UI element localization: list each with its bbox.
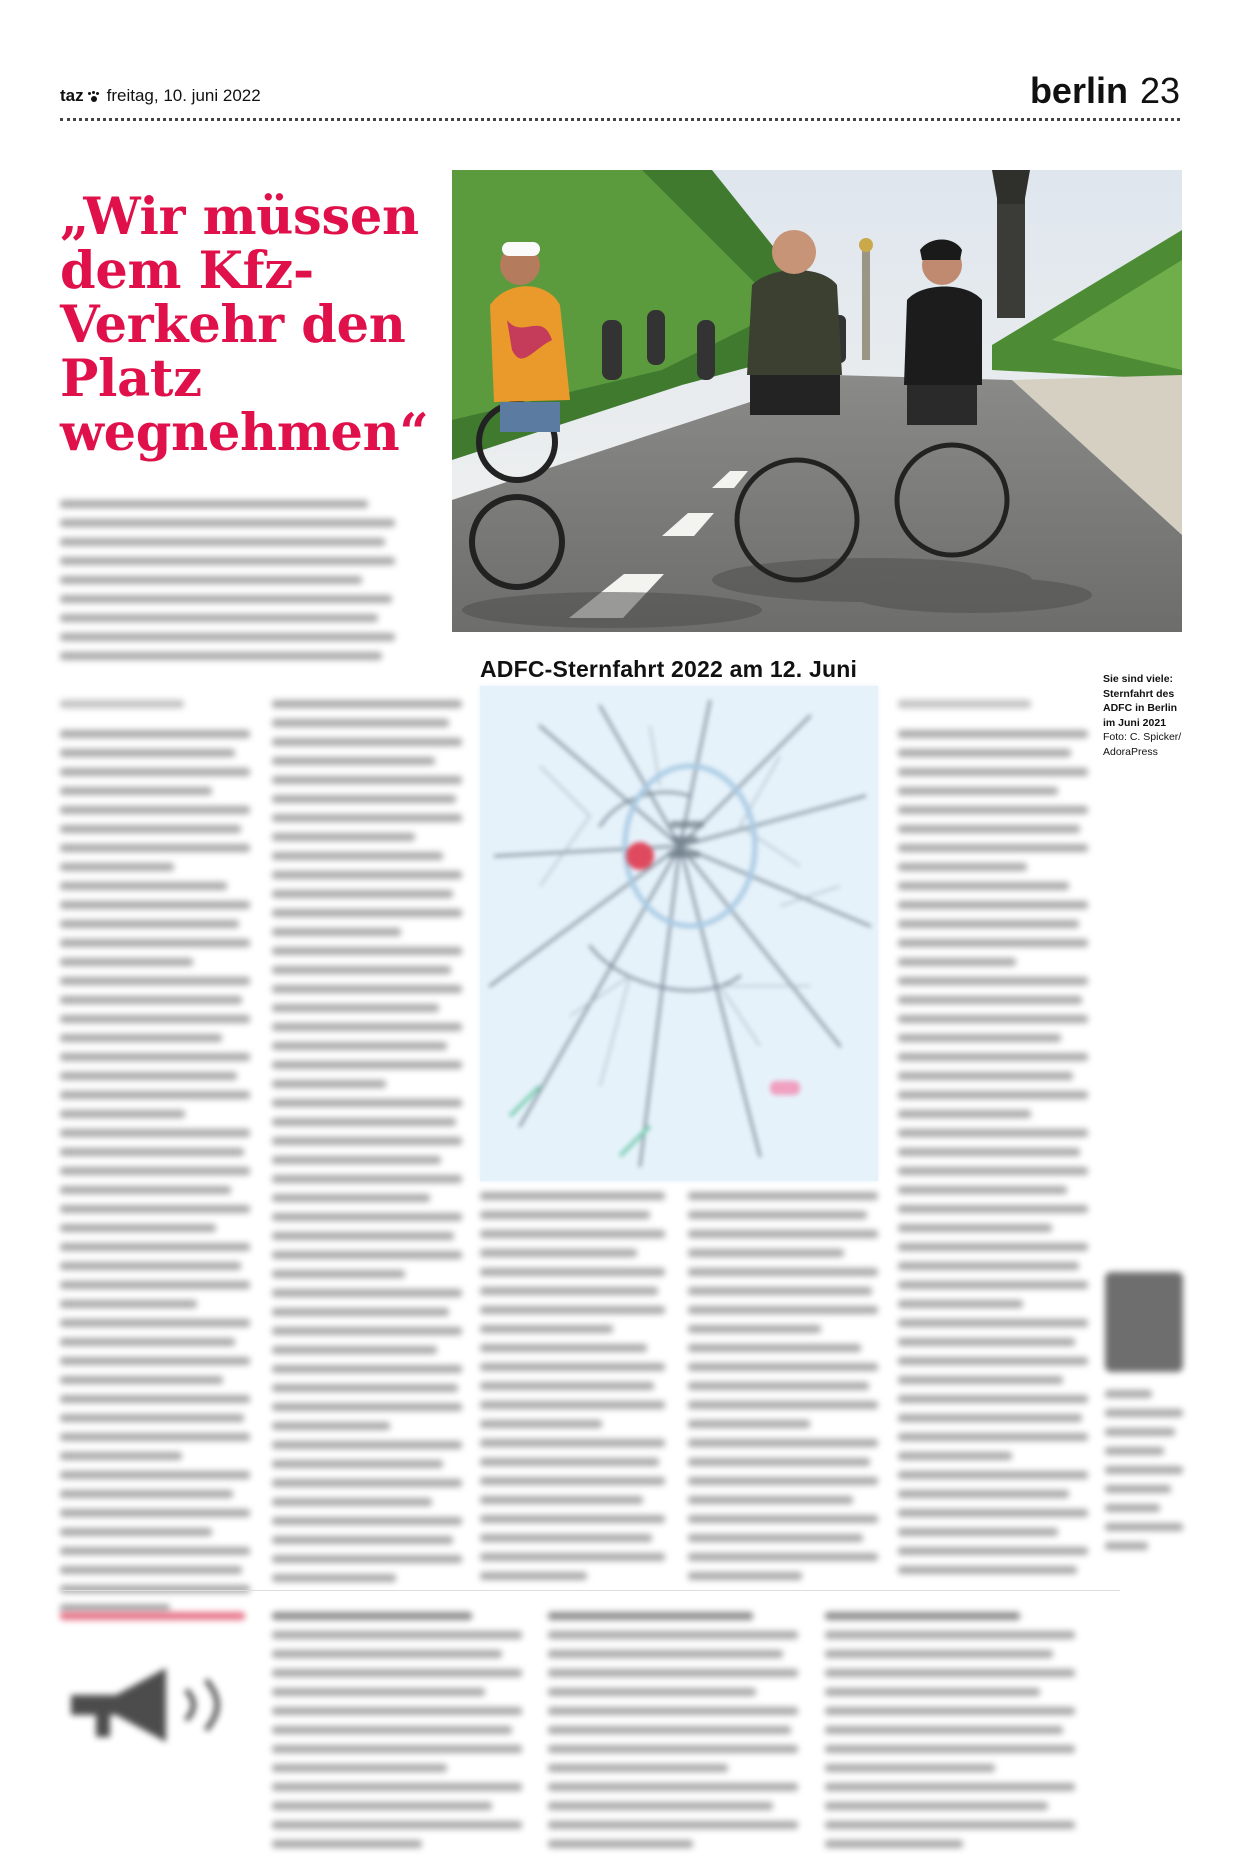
taz-paw-icon [88, 91, 99, 102]
page-number: 23 [1139, 70, 1180, 111]
page-header-left [60, 86, 261, 106]
author-portrait-blurred [1105, 1272, 1183, 1372]
body-column-5-blurred [898, 700, 1088, 1585]
bottom-teaser-2-blurred [548, 1612, 798, 1859]
bottom-teaser-3-blurred [825, 1612, 1075, 1859]
author-info-blurred [1105, 1390, 1183, 1561]
body-column-1-blurred [60, 700, 250, 1623]
route-map-blurred [480, 686, 878, 1181]
map-title: ADFC-Sternfahrt 2022 am 12. Juni [480, 656, 858, 682]
section-name: berlin [1029, 70, 1128, 111]
issue-date: freitag, 10. juni 2022 [106, 86, 261, 105]
article-headline: „Wir müssen dem Kfz-Verkehr den Platz wegnehmen“ [60, 187, 429, 464]
body-column-4-blurred [688, 1192, 878, 1591]
caption-text: Sie sind viele: Sternfahrt des ADFC in Berlin im Juni 2021 [1103, 673, 1178, 729]
page-header-right [1030, 70, 1180, 112]
intro-text-blurred [60, 500, 395, 671]
photo-caption [1103, 672, 1188, 759]
cyclists-photo [452, 170, 1182, 632]
megaphone-icon [66, 1660, 246, 1750]
body-column-3-blurred [480, 1192, 665, 1591]
bottom-teaser-label-blurred [60, 1612, 245, 1631]
bottom-teaser-1-blurred [272, 1612, 522, 1859]
body-column-2-blurred [272, 700, 462, 1593]
photo-credit: Foto: C. Spicker/ AdoraPress [1103, 731, 1182, 758]
newspaper-brand: taz [60, 86, 84, 105]
header-dotted-rule [60, 118, 1180, 121]
bottom-section-rule [60, 1590, 1120, 1591]
